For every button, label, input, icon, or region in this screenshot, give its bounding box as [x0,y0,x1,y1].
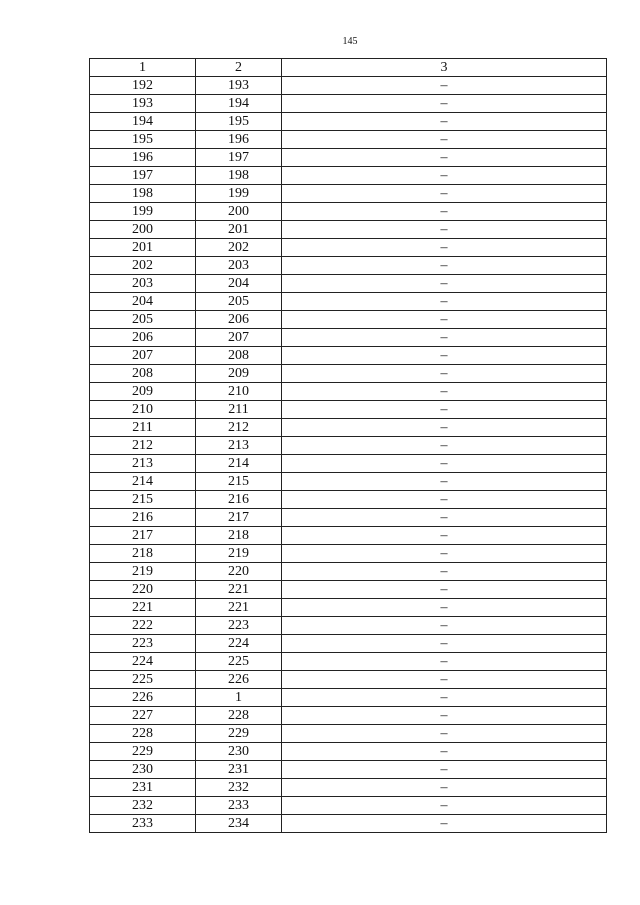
table-row [90,185,607,203]
table-cell-col-2: 221 [196,581,282,599]
table-cell-col-1: 197 [90,167,196,185]
table-cell-col-1: 208 [90,365,196,383]
table-row [90,635,607,653]
table-cell-col-3: – [282,581,607,599]
table-cell-col-3: – [282,113,607,131]
table-cell-col-1: 200 [90,221,196,239]
table-row [90,95,607,113]
table-cell-col-3: – [282,95,607,113]
table-cell-col-3: – [282,653,607,671]
table-cell-col-2: 230 [196,743,282,761]
table-cell-col-1: 192 [90,77,196,95]
table-cell-col-2: 208 [196,347,282,365]
table-cell-col-3: – [282,743,607,761]
table-cell-col-2: 217 [196,509,282,527]
table-row [90,671,607,689]
table-cell-col-2: 219 [196,545,282,563]
table-cell-col-3: – [282,419,607,437]
table-row [90,527,607,545]
table-cell-col-1: 211 [90,419,196,437]
table-cell-col-2: 197 [196,149,282,167]
table-cell-col-2: 204 [196,275,282,293]
table-cell-col-3: – [282,527,607,545]
page-number: 145 [342,36,358,47]
table-header-row [90,59,607,77]
table-cell-col-3: – [282,797,607,815]
table-cell-col-2: 213 [196,437,282,455]
table-cell-col-3: – [282,545,607,563]
table-cell-col-1: 215 [90,491,196,509]
table-cell-col-2: 216 [196,491,282,509]
table-cell-col-3: – [282,617,607,635]
table-cell-col-1: 196 [90,149,196,167]
table-cell-col-1: 219 [90,563,196,581]
table-cell-col-1: 204 [90,293,196,311]
table-body [90,77,607,833]
table-row [90,437,607,455]
table-cell-col-2: 234 [196,815,282,833]
table-cell-col-2: 232 [196,779,282,797]
table-cell-col-2: 218 [196,527,282,545]
table-cell-col-1: 210 [90,401,196,419]
table-cell-col-2: 206 [196,311,282,329]
table-cell-col-2: 199 [196,185,282,203]
table-cell-col-2: 209 [196,365,282,383]
table-row [90,491,607,509]
table-cell-col-3: – [282,329,607,347]
table-cell-col-3: – [282,77,607,95]
table-row [90,419,607,437]
table-cell-col-1: 229 [90,743,196,761]
table-cell-col-2: 1 [196,689,282,707]
table-cell-col-2: 198 [196,167,282,185]
table-cell-col-1: 202 [90,257,196,275]
table-cell-col-1: 232 [90,797,196,815]
table-row [90,293,607,311]
table-cell-col-2: 223 [196,617,282,635]
table-cell-col-1: 193 [90,95,196,113]
table-cell-col-1: 198 [90,185,196,203]
table-cell-col-1: 220 [90,581,196,599]
table-cell-col-3: – [282,275,607,293]
table-cell-col-3: – [282,437,607,455]
table-cell-col-3: – [282,239,607,257]
table-row [90,329,607,347]
table-cell-col-3: – [282,149,607,167]
column-header-2: 2 [196,59,282,77]
table-cell-col-3: – [282,365,607,383]
column-header-3: 3 [282,59,607,77]
table-cell-col-3: – [282,689,607,707]
table-row [90,149,607,167]
table-cell-col-2: 215 [196,473,282,491]
table-row [90,221,607,239]
table-row [90,545,607,563]
table-cell-col-2: 202 [196,239,282,257]
table-cell-col-3: – [282,455,607,473]
table-cell-col-2: 212 [196,419,282,437]
table-cell-col-1: 233 [90,815,196,833]
table-cell-col-3: – [282,509,607,527]
table-row [90,707,607,725]
table-cell-col-2: 193 [196,77,282,95]
table-cell-col-1: 194 [90,113,196,131]
table-cell-col-3: – [282,563,607,581]
table-cell-col-1: 225 [90,671,196,689]
table-cell-col-1: 224 [90,653,196,671]
table-row [90,203,607,221]
table-cell-col-2: 195 [196,113,282,131]
table-cell-col-2: 196 [196,131,282,149]
table-row [90,131,607,149]
table-row [90,473,607,491]
table-row [90,239,607,257]
table-cell-col-2: 194 [196,95,282,113]
table-cell-col-3: – [282,707,607,725]
table-cell-col-2: 221 [196,599,282,617]
table-cell-col-3: – [282,347,607,365]
table-cell-col-1: 209 [90,383,196,401]
table-row [90,743,607,761]
table-row [90,311,607,329]
table-cell-col-2: 203 [196,257,282,275]
table-cell-col-3: – [282,257,607,275]
table-cell-col-3: – [282,221,607,239]
table-cell-col-2: 224 [196,635,282,653]
table-cell-col-3: – [282,131,607,149]
table-row [90,401,607,419]
table-row [90,77,607,95]
table-cell-col-1: 227 [90,707,196,725]
table-cell-col-1: 221 [90,599,196,617]
table-row [90,275,607,293]
table-cell-col-1: 218 [90,545,196,563]
table-cell-col-1: 201 [90,239,196,257]
table-cell-col-3: – [282,203,607,221]
table-row [90,383,607,401]
table-cell-col-3: – [282,779,607,797]
table-row [90,581,607,599]
table-row [90,617,607,635]
table-cell-col-2: 226 [196,671,282,689]
table-cell-col-3: – [282,491,607,509]
table-cell-col-2: 229 [196,725,282,743]
table-cell-col-1: 216 [90,509,196,527]
table-cell-col-1: 212 [90,437,196,455]
data-table [89,58,607,833]
table-cell-col-2: 231 [196,761,282,779]
table-row [90,365,607,383]
table-row [90,113,607,131]
table-cell-col-1: 195 [90,131,196,149]
table-cell-col-1: 203 [90,275,196,293]
column-header-1: 1 [90,59,196,77]
table-row [90,599,607,617]
table-cell-col-3: – [282,671,607,689]
table-cell-col-1: 230 [90,761,196,779]
table-cell-col-3: – [282,401,607,419]
table-cell-col-1: 214 [90,473,196,491]
table-cell-col-1: 226 [90,689,196,707]
table-cell-col-2: 225 [196,653,282,671]
table-cell-col-3: – [282,167,607,185]
table-row [90,455,607,473]
table-row [90,347,607,365]
table-cell-col-3: – [282,311,607,329]
table-cell-col-2: 214 [196,455,282,473]
table-cell-col-3: – [282,185,607,203]
table-cell-col-2: 200 [196,203,282,221]
table-cell-col-1: 199 [90,203,196,221]
table-cell-col-3: – [282,473,607,491]
table-row [90,797,607,815]
table-cell-col-3: – [282,725,607,743]
table-cell-col-2: 210 [196,383,282,401]
table-cell-col-2: 228 [196,707,282,725]
table-row [90,509,607,527]
table-cell-col-2: 220 [196,563,282,581]
table-cell-col-3: – [282,383,607,401]
table-cell-col-1: 217 [90,527,196,545]
table-row [90,689,607,707]
table-row [90,563,607,581]
table-cell-col-1: 213 [90,455,196,473]
table-cell-col-1: 231 [90,779,196,797]
table-cell-col-1: 207 [90,347,196,365]
table-row [90,761,607,779]
table-row [90,167,607,185]
table-cell-col-1: 205 [90,311,196,329]
table-cell-col-3: – [282,293,607,311]
table-cell-col-3: – [282,599,607,617]
table-cell-col-2: 233 [196,797,282,815]
table-cell-col-2: 205 [196,293,282,311]
table-cell-col-1: 223 [90,635,196,653]
table-cell-col-1: 206 [90,329,196,347]
table-cell-col-2: 211 [196,401,282,419]
table-cell-col-2: 201 [196,221,282,239]
table-row [90,815,607,833]
table-cell-col-3: – [282,635,607,653]
table-row [90,779,607,797]
table-cell-col-2: 207 [196,329,282,347]
table-row [90,257,607,275]
table-cell-col-3: – [282,761,607,779]
table-row [90,725,607,743]
table-row [90,653,607,671]
table-cell-col-1: 222 [90,617,196,635]
table-cell-col-1: 228 [90,725,196,743]
table-cell-col-3: – [282,815,607,833]
